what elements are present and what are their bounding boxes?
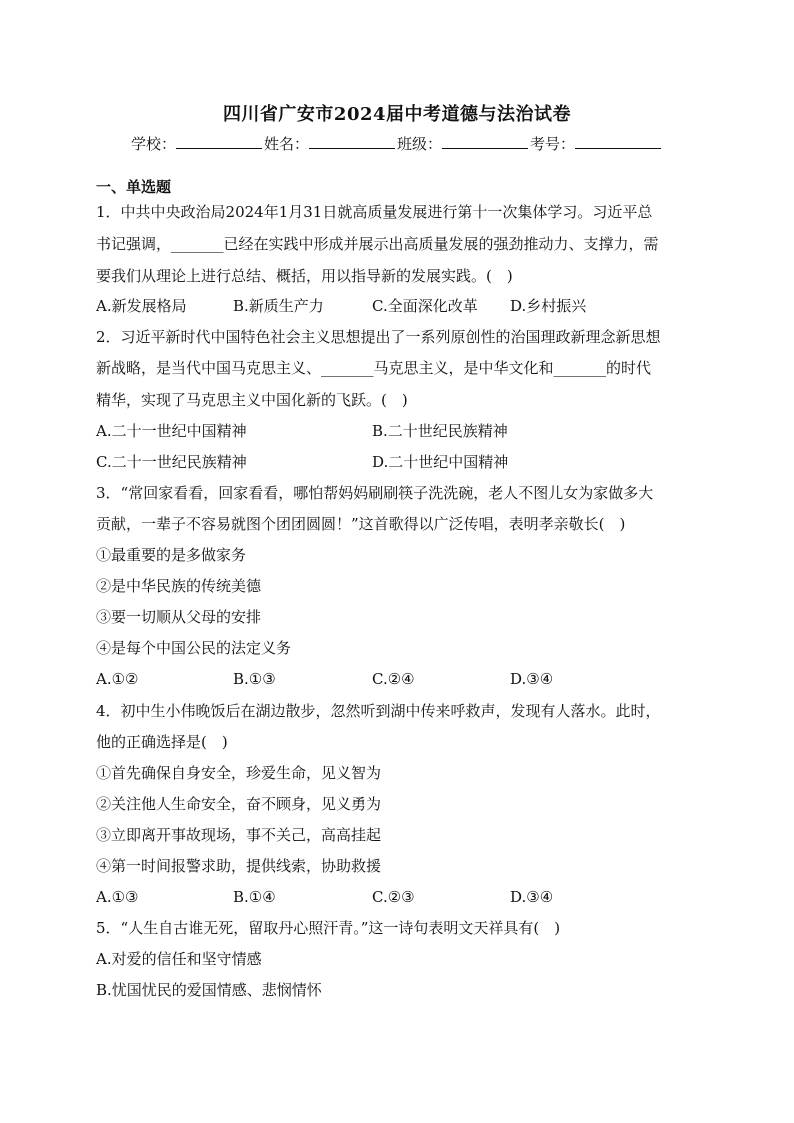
question-4-statement-3: ③立即离开事故现场，事不关己，高高挂起 — [96, 826, 382, 844]
question-1-line-2: 书记强调，_______已经在实践中形成并展示出高质量发展的强劲推动力、支撑力，需 — [96, 235, 659, 253]
student-info-line — [0, 133, 794, 154]
question-4-statement-4: ④第一时间报警求助，提供线索，协助救援 — [96, 857, 382, 875]
class-label: 班级： — [397, 135, 443, 153]
question-2-option-a[interactable]: A.二十一世纪中国精神 — [96, 422, 247, 440]
question-3-line-1: 3．“常回家看看，回家看看，哪怕帮妈妈刷刷筷子洗洗碗，老人不图儿女为家做多大 — [96, 484, 654, 502]
question-3-option-a[interactable]: A.①② — [96, 670, 139, 688]
question-5-line-1: 5．“人生自古谁无死，留取丹心照汗青。”这一诗句表明文天祥具有( ) — [96, 919, 561, 937]
question-4-option-b[interactable]: B.①④ — [233, 888, 276, 906]
question-3-statement-4: ④是每个中国公民的法定义务 — [96, 639, 292, 657]
question-2-option-d[interactable]: D.二十世纪中国精神 — [372, 453, 509, 471]
question-2-option-b[interactable]: B.二十世纪民族精神 — [372, 422, 508, 440]
name-blank[interactable] — [309, 134, 395, 149]
question-1-option-c[interactable]: C.全面深化改革 — [372, 297, 478, 315]
question-1-option-b[interactable]: B.新质生产力 — [233, 297, 324, 315]
question-5-option-a[interactable]: A.对爱的信任和坚守情感 — [96, 950, 262, 968]
question-3-line-2: 贡献，一辈子不容易就图个团团圆圆！”这首歌得以广泛传唱，表明孝亲敬长( ) — [96, 515, 626, 533]
question-4-option-c[interactable]: C.②③ — [372, 888, 415, 906]
number-label: 考号： — [530, 135, 576, 153]
question-4-option-d[interactable]: D.③④ — [510, 888, 554, 906]
question-2-line-2: 新战略，是当代中国马克思主义、_______马克思主义，是中华文化和_______的时代 — [96, 359, 652, 377]
question-2-option-c[interactable]: C.二十一世纪民族精神 — [96, 453, 247, 471]
question-4-statement-2: ②关注他人生命安全，奋不顾身，见义勇为 — [96, 795, 382, 813]
question-2-line-1: 2．习近平新时代中国特色社会主义思想提出了一系列原创性的治国理政新理念新思想 — [96, 328, 661, 346]
question-1-option-d[interactable]: D.乡村振兴 — [510, 297, 587, 315]
question-4-line-2: 他的正确选择是( ) — [96, 733, 228, 751]
question-4-line-1: 4．初中生小伟晚饭后在湖边散步，忽然听到湖中传来呼救声，发现有人落水。此时， — [96, 702, 661, 720]
question-1-line-1: 1．中共中央政治局2024年1月31日就高质量发展进行第十一次集体学习。习近平总 — [96, 203, 653, 221]
question-4-statement-1: ①首先确保自身安全，珍爱生命，见义智为 — [96, 764, 382, 782]
question-5-option-b[interactable]: B.忧国忧民的爱国情感、悲悯情怀 — [96, 981, 322, 999]
school-blank[interactable] — [176, 134, 262, 149]
name-label: 姓名： — [263, 135, 309, 153]
question-3-option-c[interactable]: C.②④ — [372, 670, 415, 688]
number-blank[interactable] — [575, 134, 661, 149]
question-3-statement-1: ①最重要的是多做家务 — [96, 546, 247, 564]
question-1-line-3: 要我们从理论上进行总结、概括，用以指导新的发展实践。( ) — [96, 267, 513, 285]
school-label: 学校： — [130, 135, 176, 153]
section-heading: 一、单选题 — [96, 178, 172, 196]
question-2-line-3: 精华，实现了马克思主义中国化新的飞跃。( ) — [96, 391, 408, 409]
question-1-option-a[interactable]: A.新发展格局 — [96, 297, 187, 315]
question-3-statement-2: ②是中华民族的传统美德 — [96, 577, 262, 595]
question-3-option-d[interactable]: D.③④ — [510, 670, 554, 688]
question-3-statement-3: ③要一切顺从父母的安排 — [96, 608, 262, 626]
class-blank[interactable] — [442, 134, 528, 149]
question-3-option-b[interactable]: B.①③ — [233, 670, 276, 688]
question-4-option-a[interactable]: A.①③ — [96, 888, 139, 906]
exam-title: 四川省广安市2024届中考道德与法治试卷 — [222, 104, 572, 125]
